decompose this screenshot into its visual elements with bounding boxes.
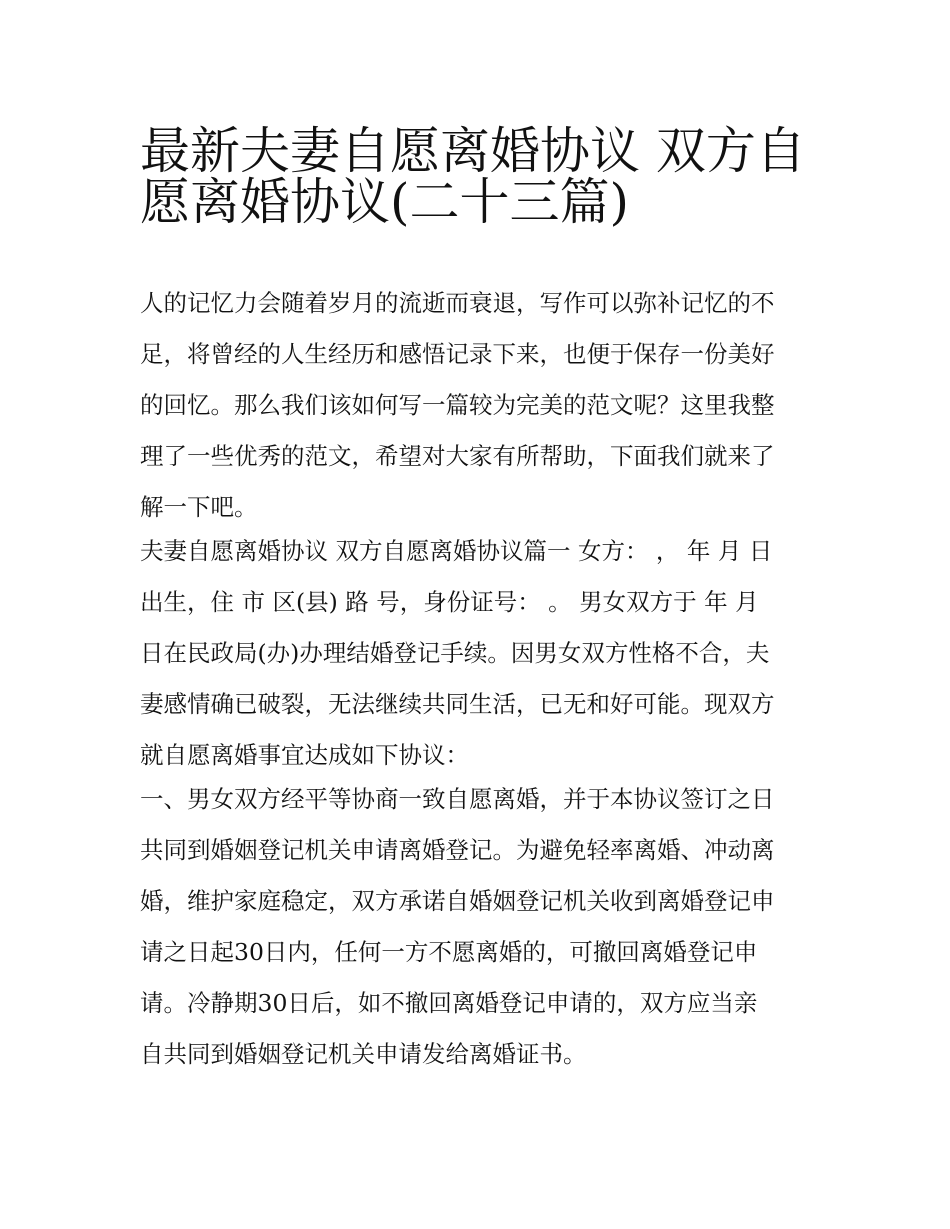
text-line: 解一下吧。 — [140, 493, 258, 521]
text-line: 就自愿离婚事宜达成如下协议： — [140, 741, 469, 769]
text-line: 理了一些优秀的范文，希望对大家有所帮助，下面我们就来了 — [140, 442, 775, 470]
document-title — [140, 112, 840, 231]
text-line: 请。冷静期30日后，如不撤回离婚登记申请的，双方应当亲 — [140, 989, 758, 1017]
text-line: 自共同到婚姻登记机关申请发给离婚证书。 — [140, 1040, 587, 1068]
text-line: 妻感情确已破裂，无法继续共同生活，已无和好可能。现双方 — [140, 690, 775, 718]
title-line: 愿离婚协议(二十三篇) — [140, 173, 630, 231]
agreement-clause-one-paragraph — [140, 774, 820, 1080]
text-line: 一、男女双方经平等协商一致自愿离婚，并于本协议签订之日 — [140, 785, 775, 813]
text-line: 的回忆。那么我们该如何写一篇较为完美的范文呢？这里我整 — [140, 391, 775, 419]
text-line: 夫妻自愿离婚协议 双方自愿离婚协议篇一 女方： ， 年 月 日 — [140, 537, 773, 565]
text-line: 婚，维护家庭稳定，双方承诺自婚姻登记机关收到离婚登记申 — [140, 887, 775, 915]
text-line: 共同到婚姻登记机关申请离婚登记。为避免轻率离婚、冲动离 — [140, 836, 775, 864]
text-line: 出生，住 市 区(县) 路 号，身份证号： 。 男女双方于 年 月 — [140, 588, 759, 616]
intro-paragraph — [140, 278, 820, 533]
text-line: 足，将曾经的人生经历和感悟记录下来，也便于保存一份美好 — [140, 340, 775, 368]
text-line: 日在民政局(办)办理结婚登记手续。因男女双方性格不合，夫 — [140, 639, 770, 667]
text-line: 请之日起30日内，任何一方不愿离婚的，可撤回离婚登记申 — [140, 938, 758, 966]
text-line: 人的记忆力会随着岁月的流逝而衰退，写作可以弥补记忆的不 — [140, 289, 775, 317]
agreement-preamble-paragraph — [140, 526, 820, 781]
title-line: 最新夫妻自愿离婚协议 双方自 — [140, 122, 806, 180]
